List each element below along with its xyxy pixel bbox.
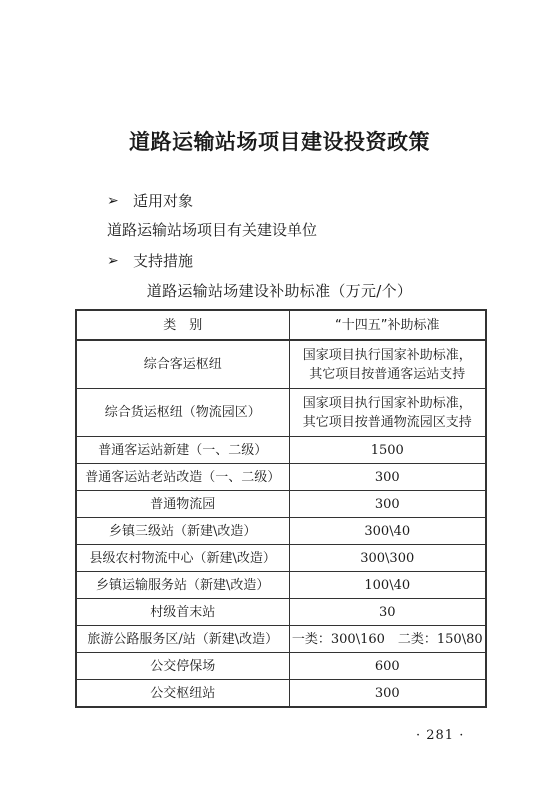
section-heading-label: 支持措施 <box>133 252 194 270</box>
table-row <box>76 653 486 680</box>
cell-standard: 300\40 <box>289 518 486 545</box>
table-row <box>76 626 486 653</box>
cell-category: 公交枢纽站 <box>76 680 289 708</box>
cell-category: 普通物流园 <box>76 491 289 518</box>
header-standard: “十四五”补助标准 <box>289 310 486 340</box>
cell-standard: 300\300 <box>289 545 486 572</box>
cell-standard: 一类：300\160 二类：150\80 <box>289 626 486 653</box>
section-heading-measures <box>107 250 193 271</box>
section-heading-label: 适用对象 <box>133 192 194 210</box>
cell-standard <box>289 340 486 389</box>
cell-standard: 300 <box>289 680 486 708</box>
table-row <box>76 599 486 626</box>
cell-category: 普通客运站老站改造（一、二级） <box>76 464 289 491</box>
header-category: 类 别 <box>76 310 289 340</box>
cell-standard: 300 <box>289 491 486 518</box>
cell-standard-line: 国家项目执行国家补助标准， <box>302 347 472 363</box>
cell-standard: 100\40 <box>289 572 486 599</box>
table-row <box>76 518 486 545</box>
table-row <box>76 545 486 572</box>
cell-standard-line: 其它项目按普通客运站支持 <box>309 366 466 382</box>
cell-category: 乡镇运输服务站（新建\改造） <box>76 572 289 599</box>
cell-standard: 30 <box>289 599 486 626</box>
cell-category: 县级农村物流中心（新建\改造） <box>76 545 289 572</box>
table-row <box>76 572 486 599</box>
table-row <box>76 464 486 491</box>
subsidy-table <box>75 309 487 708</box>
table-row <box>76 437 486 464</box>
cell-category: 旅游公路服务区/站（新建\改造） <box>76 626 289 653</box>
cell-category: 公交停保场 <box>76 653 289 680</box>
target-description: 道路运输站场项目有关建设单位 <box>107 221 318 239</box>
cell-standard: 600 <box>289 653 486 680</box>
section-heading-target <box>107 190 193 211</box>
cell-category: 综合货运枢纽（物流园区） <box>76 389 289 437</box>
cell-category: 综合客运枢纽 <box>76 340 289 389</box>
cell-standard: 300 <box>289 464 486 491</box>
cell-standard-line: 国家项目执行国家补助标准， <box>302 395 472 411</box>
table-header-row <box>76 310 486 340</box>
table-row <box>76 340 486 389</box>
arrow-bullet-icon: ➢ <box>107 252 119 269</box>
cell-standard-line: 其它项目按普通物流园区支持 <box>302 414 472 430</box>
table-caption: 道路运输站场建设补助标准（万元/个） <box>146 282 413 300</box>
table-row <box>76 389 486 437</box>
cell-category: 乡镇三级站（新建\改造） <box>76 518 289 545</box>
cell-standard <box>289 389 486 437</box>
cell-standard: 1500 <box>289 437 486 464</box>
page-number: · 281 · <box>416 728 465 743</box>
arrow-bullet-icon: ➢ <box>107 192 119 209</box>
table-row <box>76 680 486 708</box>
cell-category: 村级首末站 <box>76 599 289 626</box>
page-title: 道路运输站场项目建设投资政策 <box>129 129 430 154</box>
cell-category: 普通客运站新建（一、二级） <box>76 437 289 464</box>
table-row <box>76 491 486 518</box>
